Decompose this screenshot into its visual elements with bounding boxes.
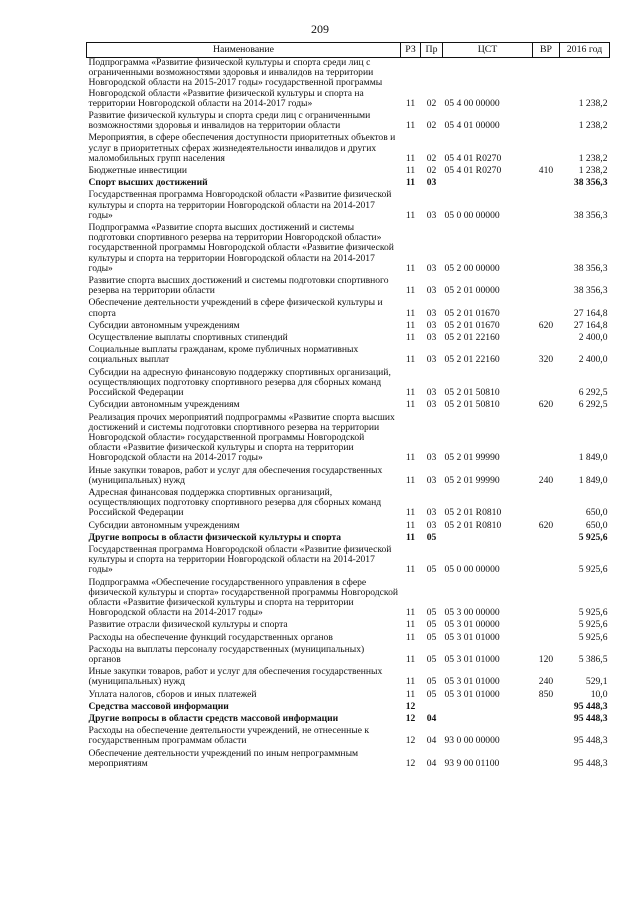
row-vr — [533, 488, 560, 521]
row-rz: 11 — [405, 619, 416, 631]
row-cst: 05 4 00 00000 — [444, 97, 500, 109]
row-rz: 11 — [405, 307, 416, 319]
row-pr: 02 — [426, 165, 437, 177]
row-name: Уплата налогов, сборов и иных платежей — [88, 688, 257, 700]
row-name: Подпрограмма «Обеспечение государственного управления в сфере физической культуры и спорта» государственной программы Новгородской области «Развитие физической культуры и спорта на территории Новгородской области на 2014-2017 годы» — [88, 576, 398, 619]
row-pr: 03 — [426, 399, 437, 411]
row-name: Обеспечение деятельности учреждений в сфере физической культуры и спорта — [88, 297, 383, 319]
row-rz: 11 — [405, 607, 416, 619]
row-vr — [533, 111, 560, 133]
row-cst: 05 2 01 R0810 — [444, 519, 502, 531]
row-rz: 11 — [405, 653, 416, 665]
row-pr: 05 — [426, 607, 437, 619]
row-amount: 529,1 — [585, 676, 608, 688]
row-cst: 93 9 00 01100 — [444, 757, 500, 769]
row-pr: 03 — [426, 307, 437, 319]
row-vr — [533, 58, 560, 112]
row-pr: 03 — [426, 452, 437, 464]
row-pr: 03 — [426, 354, 437, 366]
row-pr: 05 — [426, 619, 437, 631]
row-amount: 38 356,3 — [573, 177, 608, 189]
table-row — [87, 521, 610, 533]
row-amount: 650,0 — [585, 519, 608, 531]
row-vr: 320 — [538, 354, 554, 366]
row-pr: 04 — [426, 712, 437, 724]
row-name: Осуществление выплаты спортивных стипендий — [88, 332, 288, 344]
row-pr: 03 — [426, 262, 437, 274]
row-name: Расходы на выплаты персоналу государственных (муниципальных) органов — [88, 643, 365, 665]
row-rz: 11 — [405, 319, 416, 331]
table-row — [87, 223, 610, 276]
row-cst: 05 2 01 22160 — [444, 332, 500, 344]
table-row — [87, 578, 610, 621]
row-cst: 05 2 01 50810 — [444, 399, 500, 411]
row-pr: 02 — [426, 120, 437, 132]
row-vr — [533, 298, 560, 320]
row-pr: 05 — [426, 631, 437, 643]
row-name: Развитие отрасли физической культуры и спорта — [88, 619, 288, 631]
row-name: Адресная финансовая поддержка спортивных организаций, осуществляющих подготовку спортивного резерва для сборных команд Российской Федерации — [88, 486, 382, 519]
row-cst: 05 4 01 00000 — [444, 120, 500, 132]
header-year: 2016 год — [560, 43, 610, 58]
table-row — [87, 545, 610, 578]
row-cst: 05 0 00 00000 — [444, 209, 500, 221]
row-pr: 03 — [426, 177, 437, 189]
row-amount: 5 386,5 — [578, 653, 608, 665]
row-name: Обеспечение деятельности учреждений по иным непрограммным мероприятиям — [88, 747, 359, 769]
row-rz: 11 — [405, 688, 416, 700]
row-amount: 1 238,2 — [578, 165, 608, 177]
table-row — [87, 190, 610, 223]
row-rz: 11 — [405, 354, 416, 366]
row-name: Подпрограмма «Развитие спорта высших достижений и системы подготовки спортивного резерва на территории Новгородской области» государственной программы Новгородской области «Развитие физической культуры и спорта на территории Новгородской области на 2014-2017 годы» — [88, 222, 394, 274]
row-vr: 240 — [538, 474, 554, 486]
row-name: Субсидии автономным учреждениям — [88, 519, 240, 531]
table-row — [87, 645, 610, 667]
row-rz: 11 — [405, 285, 416, 297]
header-cst: ЦСТ — [443, 43, 533, 58]
row-vr — [533, 190, 560, 223]
row-name: Реализация прочих мероприятий подпрограммы «Развитие спорта высших достижений и системы подготовки спортивного резерва на территории Новгородской области» государственной программы Новгородской области «Развитие физической культуры и спорта на территории Новгородской области на 2014-2017 годы» — [88, 411, 395, 464]
row-pr: 05 — [426, 688, 437, 700]
table-row — [87, 667, 610, 689]
row-cst: 05 3 01 01000 — [444, 631, 500, 643]
row-vr — [533, 368, 560, 401]
row-amount: 10,0 — [590, 688, 608, 700]
row-pr: 05 — [426, 676, 437, 688]
row-vr — [533, 413, 560, 466]
row-cst: 05 2 00 00000 — [444, 262, 500, 274]
table-row — [87, 413, 610, 466]
row-name: Мероприятия, в сфере обеспечения доступности приоритетных объектов и услуг в приоритетных сферах жизнедеятельности инвалидов и других маломобильных групп населения — [88, 132, 396, 164]
row-amount: 5 925,6 — [578, 631, 608, 643]
row-pr: 05 — [426, 653, 437, 665]
row-rz: 11 — [405, 332, 416, 344]
row-vr — [533, 178, 560, 190]
row-name: Государственная программа Новгородской области «Развитие физической культуры и спорта на территории Новгородской области на 2014-2017 годы» — [88, 543, 392, 576]
row-rz: 11 — [405, 631, 416, 643]
row-cst: 05 3 01 01000 — [444, 653, 500, 665]
row-cst: 05 2 01 99990 — [444, 452, 500, 464]
row-pr: 03 — [426, 285, 437, 297]
table-row — [87, 368, 610, 401]
row-rz: 11 — [405, 564, 416, 576]
row-pr: 03 — [426, 209, 437, 221]
table-row — [87, 133, 610, 166]
header-vr: ВР — [533, 43, 560, 58]
row-rz: 11 — [405, 262, 416, 274]
row-amount: 6 292,5 — [578, 387, 608, 399]
row-rz: 11 — [405, 474, 416, 486]
row-rz: 11 — [405, 519, 416, 531]
row-amount: 2 400,0 — [578, 354, 608, 366]
row-vr — [533, 749, 560, 771]
table-row — [87, 276, 610, 298]
table-row — [87, 298, 610, 320]
row-pr: 03 — [426, 387, 437, 399]
row-amount: 5 925,6 — [578, 619, 608, 631]
row-amount: 27 164,8 — [573, 307, 608, 319]
row-pr: 04 — [426, 757, 437, 769]
row-rz: 11 — [405, 507, 416, 519]
table-row — [87, 466, 610, 488]
row-amount: 1 849,0 — [578, 452, 608, 464]
row-cst: 05 3 00 00000 — [444, 607, 500, 619]
row-vr — [533, 533, 560, 545]
row-name: Подпрограмма «Развитие физической культуры и спорта среди лиц с ограниченными возможностями здоровья и инвалидов на территории Новгородской области на 2015-2017 годы» государственной программы Новгородской области «Развитие физической культуры и спорта на территории Новгородской области на 2014-2017 годы» — [88, 57, 383, 109]
row-amount: 27 164,8 — [573, 319, 608, 331]
table-header-row — [87, 43, 610, 58]
row-rz: 11 — [405, 120, 416, 132]
row-vr — [533, 578, 560, 621]
row-cst — [443, 178, 533, 190]
row-rz: 11 — [405, 209, 416, 221]
row-cst — [443, 702, 533, 714]
row-name: Государственная программа Новгородской области «Развитие физической культуры и спорта на территории Новгородской области на 2014-2017 годы» — [88, 189, 392, 221]
row-rz: 11 — [405, 452, 416, 464]
header-pr: Пр — [421, 43, 443, 58]
row-vr — [533, 133, 560, 166]
row-rz: 12 — [405, 712, 416, 724]
row-pr: 03 — [426, 507, 437, 519]
row-name: Иные закупки товаров, работ и услуг для обеспечения государственных (муниципальных) нужд — [88, 464, 383, 486]
row-vr — [533, 620, 560, 632]
row-vr: 620 — [538, 319, 554, 331]
row-rz: 11 — [405, 387, 416, 399]
row-rz: 11 — [405, 177, 416, 189]
row-vr — [533, 223, 560, 276]
row-cst: 05 0 00 00000 — [444, 564, 500, 576]
row-amount: 1 238,2 — [578, 120, 608, 132]
row-cst: 05 2 01 50810 — [444, 387, 500, 399]
row-cst: 05 4 01 R0270 — [444, 165, 502, 177]
row-amount: 1 238,2 — [578, 152, 608, 164]
table-row — [87, 345, 610, 367]
row-amount: 38 356,3 — [573, 262, 608, 274]
table-row — [87, 58, 610, 112]
row-amount: 1 238,2 — [578, 97, 608, 109]
row-cst: 05 2 01 01670 — [444, 319, 500, 331]
row-amount: 95 448,3 — [573, 700, 608, 712]
budget-table — [86, 42, 610, 771]
row-vr: 240 — [538, 676, 554, 688]
row-amount: 2 400,0 — [578, 332, 608, 344]
row-pr: 03 — [426, 519, 437, 531]
row-name: Иные закупки товаров, работ и услуг для обеспечения государственных (муниципальных) нужд — [88, 666, 383, 688]
row-cst: 05 4 01 R0270 — [444, 152, 502, 164]
row-vr — [533, 702, 560, 714]
row-cst — [443, 533, 533, 545]
row-amount: 95 448,3 — [573, 757, 608, 769]
table-row — [87, 488, 610, 521]
row-vr — [533, 633, 560, 645]
row-rz: 11 — [405, 165, 416, 177]
row-name: Бюджетные инвестиции — [88, 165, 187, 177]
row-amount: 38 356,3 — [573, 209, 608, 221]
page-number: 209 — [311, 22, 329, 36]
row-rz: 12 — [405, 700, 416, 712]
row-amount: 6 292,5 — [578, 399, 608, 411]
row-pr: 03 — [426, 332, 437, 344]
header-rz: РЗ — [401, 43, 421, 58]
row-cst: 05 3 01 01000 — [444, 688, 500, 700]
row-pr: 03 — [426, 474, 437, 486]
row-vr: 850 — [538, 688, 554, 700]
row-amount: 650,0 — [585, 507, 608, 519]
row-pr: 02 — [426, 152, 437, 164]
row-pr: 03 — [426, 319, 437, 331]
row-name: Субсидии автономным учреждениям — [88, 319, 240, 331]
row-cst: 05 2 01 R0810 — [444, 507, 502, 519]
row-name: Спорт высших достижений — [88, 177, 208, 189]
row-cst: 05 2 01 99990 — [444, 474, 500, 486]
row-cst: 93 0 00 00000 — [444, 735, 500, 747]
row-pr: 05 — [426, 564, 437, 576]
header-name: Наименование — [87, 43, 401, 58]
row-amount: 95 448,3 — [573, 735, 608, 747]
row-name: Расходы на обеспечение функций государственных органов — [88, 631, 333, 643]
row-cst: 05 2 01 22160 — [444, 354, 500, 366]
row-pr: 05 — [426, 531, 437, 543]
row-name: Развитие физической культуры и спорта среди лиц с ограниченными возможностями здоровья и инвалидов на территории области — [88, 110, 371, 132]
row-amount: 38 356,3 — [573, 285, 608, 297]
row-vr: 620 — [538, 399, 554, 411]
row-amount: 5 925,6 — [578, 531, 608, 543]
row-pr: 02 — [426, 97, 437, 109]
row-vr — [533, 726, 560, 748]
row-vr: 620 — [538, 519, 554, 531]
row-cst: 05 3 01 00000 — [444, 619, 500, 631]
row-rz: 11 — [405, 97, 416, 109]
table-row — [87, 726, 610, 748]
row-vr — [533, 333, 560, 345]
row-cst: 05 3 01 01000 — [444, 676, 500, 688]
row-cst: 05 2 01 00000 — [444, 285, 500, 297]
row-name: Средства массовой информации — [88, 700, 229, 712]
row-rz: 11 — [405, 399, 416, 411]
row-amount: 95 448,3 — [573, 712, 608, 724]
table-row — [87, 620, 610, 632]
row-amount: 5 925,6 — [578, 607, 608, 619]
row-pr: 04 — [426, 735, 437, 747]
row-rz: 11 — [405, 152, 416, 164]
row-name: Социальные выплаты гражданам, кроме публичных нормативных социальных выплат — [88, 344, 359, 366]
row-rz: 12 — [405, 735, 416, 747]
row-rz: 12 — [405, 757, 416, 769]
table-row — [87, 690, 610, 702]
row-name: Субсидии на адресную финансовую поддержку спортивных организаций, осуществляющих подготовку спортивного резерва для сборных команд Российской Федерации — [88, 366, 391, 399]
row-cst — [443, 714, 533, 726]
table-row — [87, 749, 610, 771]
row-vr — [533, 276, 560, 298]
row-name: Субсидии автономным учреждениям — [88, 399, 240, 411]
row-rz: 11 — [405, 676, 416, 688]
row-name: Развитие спорта высших достижений и системы подготовки спортивного резерва на территории области — [88, 275, 389, 297]
row-vr — [533, 545, 560, 578]
row-vr: 120 — [538, 653, 554, 665]
row-amount: 1 849,0 — [578, 474, 608, 486]
table-row — [87, 400, 610, 412]
row-rz: 11 — [405, 531, 416, 543]
table-row — [87, 111, 610, 133]
row-name: Другие вопросы в области средств массовой информации — [88, 712, 339, 724]
row-name: Расходы на обеспечение деятельности учреждений, не отнесенные к государственным программам области — [88, 725, 370, 747]
table-row — [87, 633, 610, 645]
row-vr: 410 — [538, 165, 554, 177]
row-amount: 5 925,6 — [578, 564, 608, 576]
row-vr — [533, 714, 560, 726]
row-name: Другие вопросы в области физической культуры и спорта — [88, 531, 342, 543]
row-cst: 05 2 01 01670 — [444, 307, 500, 319]
